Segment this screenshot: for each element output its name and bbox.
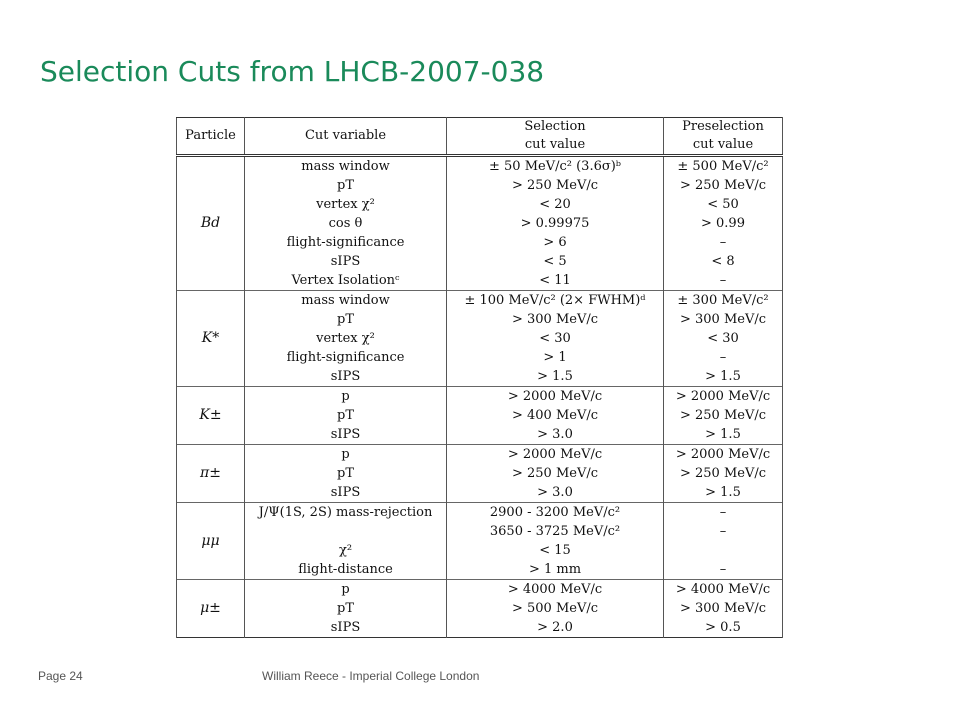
selection-value-cell: > 6	[447, 233, 664, 252]
header-selection	[447, 118, 664, 156]
header-preselection-line1: Preselection	[682, 119, 764, 134]
preselection-value-cell: > 1.5	[664, 483, 783, 503]
selection-value-cell: > 1.5	[447, 367, 664, 387]
table-row	[177, 271, 783, 291]
preselection-value-cell: > 4000 MeV/c	[664, 580, 783, 600]
table-row	[177, 195, 783, 214]
table-row	[177, 406, 783, 425]
selection-cuts-table-figure	[176, 117, 782, 644]
selection-value-cell: < 15	[447, 541, 664, 560]
preselection-value-cell: > 2000 MeV/c	[664, 387, 783, 407]
cut-variable-cell: Vertex Isolationᶜ	[245, 271, 447, 291]
table-row	[177, 291, 783, 311]
table-row	[177, 541, 783, 560]
header-row	[177, 118, 783, 156]
particle-group	[177, 387, 783, 445]
preselection-value-cell: < 8	[664, 252, 783, 271]
particle-cell: π±	[177, 445, 245, 503]
selection-value-cell: > 300 MeV/c	[447, 310, 664, 329]
selection-value-cell: > 3.0	[447, 483, 664, 503]
preselection-value-cell: –	[664, 271, 783, 291]
cut-variable-cell: flight-significance	[245, 348, 447, 367]
selection-cuts-table	[176, 117, 783, 638]
slide-title: Selection Cuts from LHCB-2007-038	[40, 55, 545, 88]
cut-variable-cell: pT	[245, 464, 447, 483]
cut-variable-cell: pT	[245, 406, 447, 425]
table-row	[177, 214, 783, 233]
preselection-value-cell: > 0.5	[664, 618, 783, 638]
preselection-value-cell: < 50	[664, 195, 783, 214]
selection-value-cell: > 1	[447, 348, 664, 367]
preselection-value-cell: > 250 MeV/c	[664, 176, 783, 195]
cut-variable-cell: flight-distance	[245, 560, 447, 580]
table-row	[177, 387, 783, 407]
preselection-value-cell: –	[664, 560, 783, 580]
selection-value-cell: > 3.0	[447, 425, 664, 445]
cut-variable-cell: mass window	[245, 291, 447, 311]
selection-value-cell: > 500 MeV/c	[447, 599, 664, 618]
particle-cell: K±	[177, 387, 245, 445]
selection-value-cell: > 400 MeV/c	[447, 406, 664, 425]
table-row	[177, 445, 783, 465]
preselection-value-cell: > 250 MeV/c	[664, 406, 783, 425]
particle-group	[177, 156, 783, 291]
table-row	[177, 618, 783, 638]
cut-variable-cell: pT	[245, 310, 447, 329]
footer-page-number: Page 24	[38, 669, 83, 683]
table-row	[177, 599, 783, 618]
cut-variable-cell: J/Ψ(1S, 2S) mass-rejection	[245, 503, 447, 523]
preselection-value-cell: > 250 MeV/c	[664, 464, 783, 483]
preselection-value-cell: > 1.5	[664, 425, 783, 445]
preselection-value-cell	[664, 541, 783, 560]
table-row	[177, 425, 783, 445]
selection-value-cell: 2900 - 3200 MeV/c²	[447, 503, 664, 523]
selection-value-cell: > 0.99975	[447, 214, 664, 233]
particle-group	[177, 291, 783, 387]
preselection-value-cell: > 300 MeV/c	[664, 599, 783, 618]
preselection-value-cell: –	[664, 522, 783, 541]
table-row	[177, 367, 783, 387]
preselection-value-cell: –	[664, 348, 783, 367]
selection-value-cell: > 2000 MeV/c	[447, 387, 664, 407]
table-row	[177, 310, 783, 329]
header-particle: Particle	[177, 118, 245, 156]
preselection-value-cell: > 2000 MeV/c	[664, 445, 783, 465]
cut-variable-cell: flight-significance	[245, 233, 447, 252]
preselection-value-cell: > 0.99	[664, 214, 783, 233]
table-row	[177, 464, 783, 483]
preselection-value-cell: > 300 MeV/c	[664, 310, 783, 329]
preselection-value-cell: > 1.5	[664, 367, 783, 387]
selection-value-cell: > 1 mm	[447, 560, 664, 580]
table-row	[177, 503, 783, 523]
cut-variable-cell: χ²	[245, 541, 447, 560]
particle-group	[177, 445, 783, 503]
cut-variable-cell: p	[245, 580, 447, 600]
selection-value-cell: < 20	[447, 195, 664, 214]
cut-variable-cell: mass window	[245, 156, 447, 177]
particle-cell: μμ	[177, 503, 245, 580]
preselection-value-cell: ± 500 MeV/c²	[664, 156, 783, 177]
header-cut-variable: Cut variable	[245, 118, 447, 156]
cut-variable-cell: p	[245, 445, 447, 465]
cut-variable-cell: sIPS	[245, 483, 447, 503]
particle-group	[177, 580, 783, 638]
cut-variable-cell	[245, 522, 447, 541]
table-row	[177, 156, 783, 177]
table-row	[177, 329, 783, 348]
footer-author: William Reece - Imperial College London	[262, 669, 480, 683]
cut-variable-cell: pT	[245, 176, 447, 195]
table-row	[177, 176, 783, 195]
header-preselection	[664, 118, 783, 156]
selection-value-cell: > 4000 MeV/c	[447, 580, 664, 600]
cut-variable-cell: vertex χ²	[245, 195, 447, 214]
preselection-value-cell: ± 300 MeV/c²	[664, 291, 783, 311]
selection-value-cell: > 250 MeV/c	[447, 176, 664, 195]
selection-value-cell: > 2.0	[447, 618, 664, 638]
selection-value-cell: ± 50 MeV/c² (3.6σ)ᵇ	[447, 156, 664, 177]
table-row	[177, 252, 783, 271]
cut-variable-cell: cos θ	[245, 214, 447, 233]
table-row	[177, 560, 783, 580]
preselection-value-cell: –	[664, 233, 783, 252]
selection-value-cell: > 2000 MeV/c	[447, 445, 664, 465]
table-row	[177, 233, 783, 252]
selection-value-cell: > 250 MeV/c	[447, 464, 664, 483]
cut-variable-cell: sIPS	[245, 252, 447, 271]
selection-value-cell: < 30	[447, 329, 664, 348]
particle-cell: K*	[177, 291, 245, 387]
particle-cell: μ±	[177, 580, 245, 638]
particle-group	[177, 503, 783, 580]
header-selection-line2: cut value	[524, 137, 586, 152]
cut-variable-cell: sIPS	[245, 367, 447, 387]
header-selection-line1: Selection	[524, 119, 586, 134]
preselection-value-cell: < 30	[664, 329, 783, 348]
table-header	[177, 118, 783, 156]
cut-variable-cell: sIPS	[245, 425, 447, 445]
table-row	[177, 483, 783, 503]
selection-value-cell: < 5	[447, 252, 664, 271]
header-preselection-line2: cut value	[692, 137, 754, 152]
cut-variable-cell: vertex χ²	[245, 329, 447, 348]
preselection-value-cell: –	[664, 503, 783, 523]
table-row	[177, 348, 783, 367]
particle-cell: Bd	[177, 156, 245, 291]
selection-value-cell: < 11	[447, 271, 664, 291]
selection-value-cell: ± 100 MeV/c² (2× FWHM)ᵈ	[447, 291, 664, 311]
cut-variable-cell: pT	[245, 599, 447, 618]
cut-variable-cell: p	[245, 387, 447, 407]
cut-variable-cell: sIPS	[245, 618, 447, 638]
selection-value-cell: 3650 - 3725 MeV/c²	[447, 522, 664, 541]
table-row	[177, 580, 783, 600]
table-row	[177, 522, 783, 541]
